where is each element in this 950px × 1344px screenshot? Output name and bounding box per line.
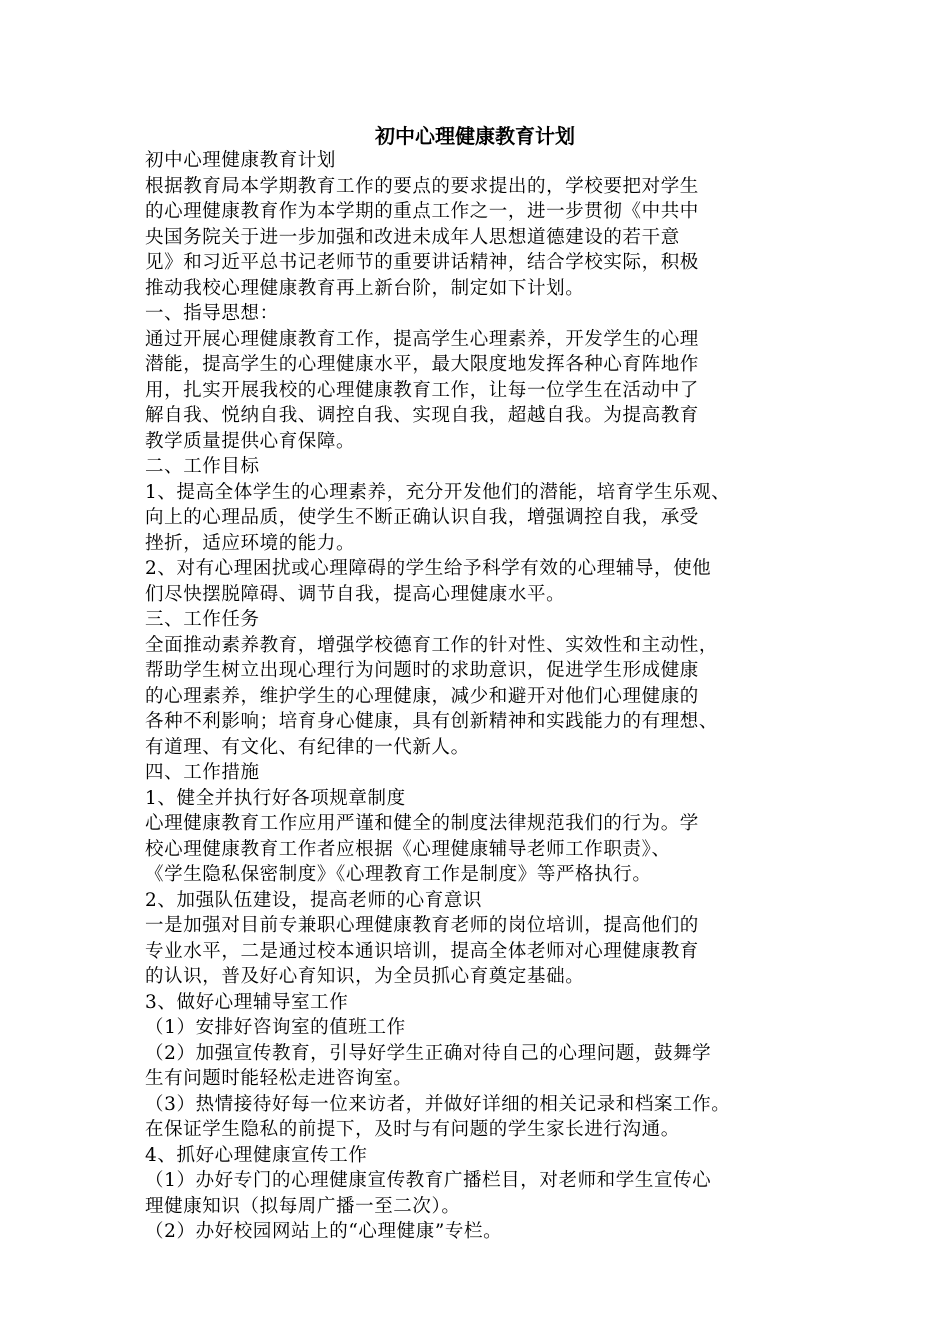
document-body [145, 148, 825, 1245]
text-line: 的心理素养，维护学生的心理健康，减少和避开对他们心理健康的 [145, 685, 699, 707]
document-title: 初中心理健康教育计划 [375, 124, 575, 148]
text-line: 一是加强对目前专兼职心理健康教育老师的岗位培训，提高他们的 [145, 915, 699, 936]
text-line: 向上的心理品质，使学生不断正确认识自我，增强调控自我，承受 [145, 507, 699, 528]
list-item: （1）办好专门的心理健康宣传教育广播栏目，对老师和学生宣传心 [145, 1170, 712, 1191]
text-line: 用，扎实开展我校的心理健康教育工作，让每一位学生在活动中了 [145, 379, 699, 401]
text-line: 有道理、有文化、有纪律的一代新人。 [145, 736, 470, 758]
text-line: 在保证学生隐私的前提下，及时与有问题的学生家长进行沟通。 [145, 1119, 680, 1140]
text-line: 帮助学生树立出现心理行为问题时的求助意识，促进学生形成健康 [145, 660, 699, 681]
text-line: 潜能，提高学生的心理健康水平，最大限度地发挥各种心育阵地作 [145, 354, 699, 375]
text-line: 专业水平，二是通过校本通识培训，提高全体老师对心理健康教育 [145, 940, 699, 962]
text-line: 通过开展心理健康教育工作，提高学生心理素养，开发学生的心理 [145, 328, 699, 350]
text-line: 2、对有心理困扰或心理障碍的学生给予科学有效的心理辅导，使他 [145, 558, 712, 579]
list-item: （2）加强宣传教育，引导好学生正确对待自己的心理问题，鼓舞学 [145, 1042, 712, 1064]
text-line: 解自我、悦纳自我、调控自我、实现自我，超越自我。为提高教育 [145, 405, 699, 426]
text-line: 根据教育局本学期教育工作的要点的要求提出的，学校要把对学生 [145, 175, 699, 197]
text-line: 央国务院关于进一步加强和改进未成年人思想道德建设的若干意 [145, 226, 680, 248]
subsection-heading: 2、加强队伍建设，提高老师的心育意识 [145, 889, 483, 911]
text-line: 各种不利影响；培育身心健康，具有创新精神和实践能力的有理想、 [145, 711, 719, 732]
subsection-heading: 3、做好心理辅导室工作 [145, 991, 349, 1013]
text-line: 《学生隐私保密制度》《心理教育工作是制度》等严格执行。 [145, 864, 652, 885]
section-heading: 四、工作措施 [145, 762, 260, 783]
text-line: 挫折，适应环境的能力。 [145, 532, 356, 554]
list-item: （1）安排好咨询室的值班工作 [145, 1017, 406, 1038]
list-item: （2）办好校园网站上的“心理健康”专栏。 [145, 1221, 503, 1242]
section-heading: 三、工作任务 [145, 609, 260, 630]
text-line: 的心理健康教育作为本学期的重点工作之一，进一步贯彻《中共中 [145, 201, 699, 222]
section-heading: 二、工作目标 [145, 456, 260, 477]
text-line: 1、提高全体学生的心理素养，充分开发他们的潜能，培育学生乐观、 [145, 481, 731, 503]
text-line: 心理健康教育工作应用严谨和健全的制度法律规范我们的行为。学 [145, 813, 699, 834]
text-line: 教学质量提供心育保障。 [145, 430, 356, 452]
list-item: （3）热情接待好每一位来访者，并做好详细的相关记录和档案工作。 [145, 1093, 731, 1115]
text-line: 校心理健康教育工作者应根据《心理健康辅导老师工作职责》、 [145, 838, 671, 860]
text-line: 见》和习近平总书记老师节的重要讲话精神，结合学校实际，积极 [145, 252, 699, 273]
text-line: 生有问题时能轻松走进咨询室。 [145, 1068, 413, 1089]
text-line: 们尽快摆脱障碍、调节自我，提高心理健康水平。 [145, 583, 566, 605]
subsection-heading: 4、抓好心理健康宣传工作 [145, 1144, 368, 1166]
text-line: 的认识，普及好心育知识，为全员抓心育奠定基础。 [145, 966, 585, 987]
text-line: 初中心理健康教育计划 [145, 150, 337, 171]
text-line: 全面推动素养教育，增强学校德育工作的针对性、实效性和主动性， [145, 634, 719, 656]
section-heading: 一、指导思想： [145, 303, 279, 324]
text-line: 理健康知识（拟每周广播一至二次）。 [145, 1195, 461, 1217]
text-line: 推动我校心理健康教育再上新台阶，制定如下计划。 [145, 277, 585, 299]
subsection-heading: 1、健全并执行好各项规章制度 [145, 787, 406, 809]
